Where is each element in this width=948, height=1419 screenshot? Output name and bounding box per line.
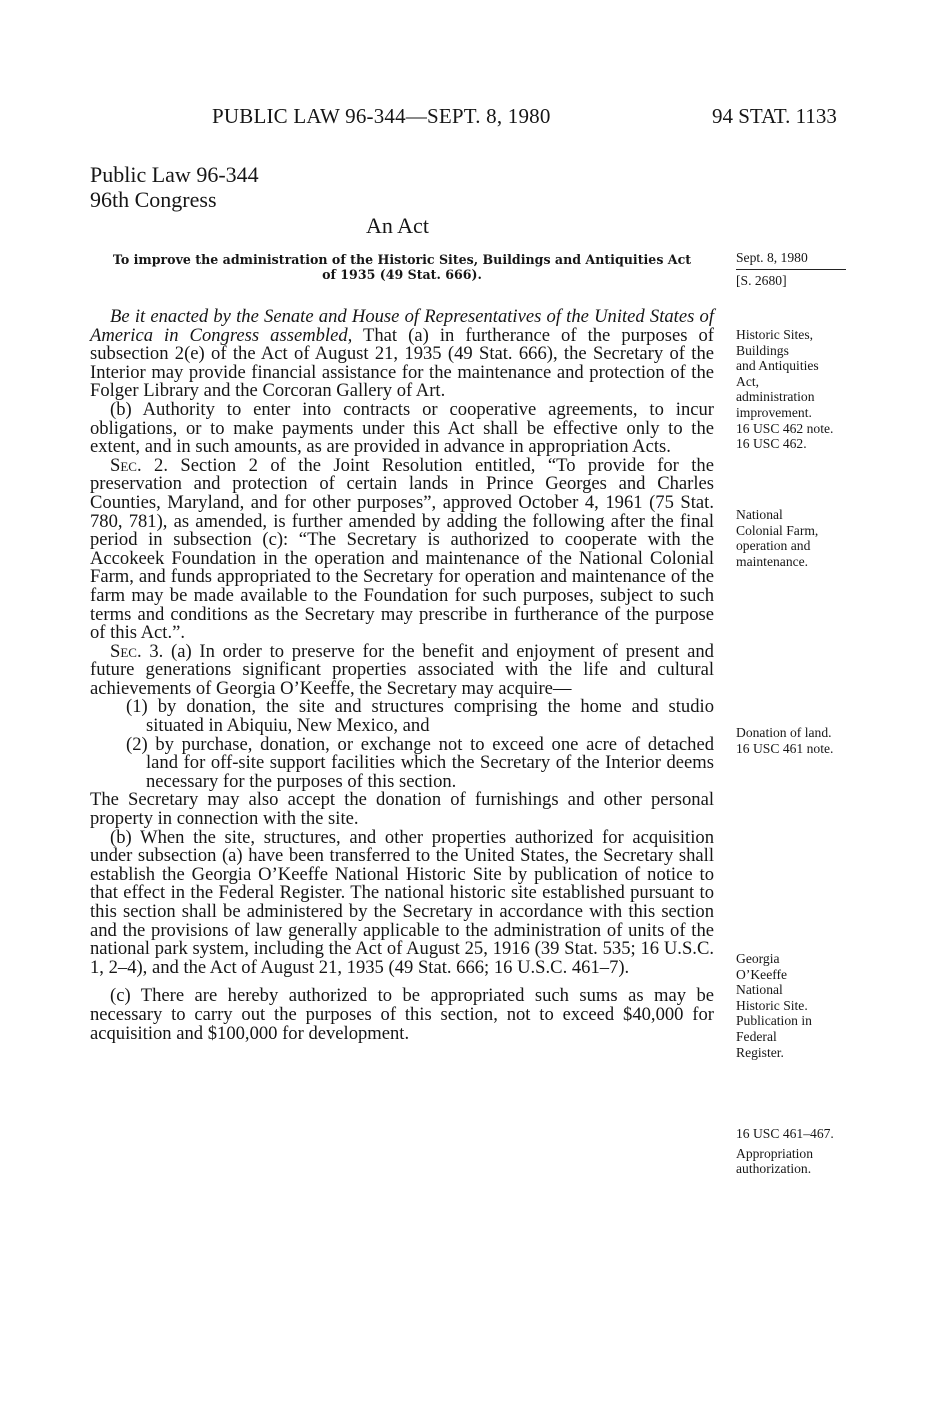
margin-note-line: Publication in	[736, 1013, 812, 1029]
section-3-a	[90, 640, 714, 699]
margin-note-line: National	[736, 507, 783, 522]
section-3-a-tail: The Secretary may also accept the donation of furnishings and other personal property in connection with the site.	[90, 789, 714, 830]
section-3-label: Sec. 3.	[110, 640, 164, 662]
margin-note-line: Buildings	[736, 342, 789, 358]
section-3-a-2	[110, 733, 714, 792]
margin-note-line: 16 USC 462.	[736, 436, 807, 452]
enacting-clause: Be it enacted by the Senate and House of Representatives of the United States of America in Congress assembled,	[90, 306, 714, 346]
margin-note-line: operation and	[736, 538, 811, 554]
margin-note-line: 16 USC 461–467.	[736, 1126, 834, 1141]
public-law-number: Public Law 96-344	[90, 162, 259, 187]
margin-note-line: Georgia	[736, 951, 780, 966]
act-purpose	[90, 252, 714, 282]
margin-note-historic-sites	[736, 327, 866, 452]
running-header-title: PUBLIC LAW 96-344—SEPT. 8, 1980	[212, 104, 551, 128]
section-1-a-text: That (a) in furtherance of the purposes of subsection 2(e) of the Act of August 21, 1935 (49 Stat. 666), the Secretary of the Interior may provide financial assistance for the maintenance and protection of the Folger Library and the Corcoran Gallery of Art.	[90, 324, 715, 402]
margin-note-colonial-farm	[736, 507, 866, 569]
section-1-a	[90, 308, 714, 401]
margin-note-line: Register.	[736, 1044, 784, 1060]
running-header-stat-page: 94 STAT. 1133	[712, 104, 837, 128]
margin-note-line: and Antiquities	[736, 358, 819, 374]
margin-note-donation	[736, 725, 866, 756]
bill-number: [S. 2680]	[736, 273, 787, 288]
margin-note-line: administration	[736, 389, 815, 405]
margin-note-line: O’Keeffe	[736, 966, 788, 982]
margin-note-line: Colonial Farm,	[736, 522, 819, 538]
act-purpose-line: To improve the administration of the Historic Sites, Buildings and Antiquities Act	[112, 252, 692, 267]
section-3-a-1-text: (1) by donation, the site and structures comprising the home and studio situated in Abiquiu, New Mexico, and	[126, 696, 714, 737]
margin-note-line: improvement.	[736, 404, 812, 420]
margin-note-line: Act,	[736, 373, 760, 389]
enactment-date: Sept. 8, 1980	[736, 250, 846, 270]
margin-note-line: National	[736, 982, 783, 998]
margin-note-line: 16 USC 461 note.	[736, 740, 834, 756]
section-2	[90, 454, 714, 644]
section-3-b: (b) When the site, structures, and other properties authorized for acquisition under subsection (a) have been transferred to the United States, the Secretary shall establish the Georgia O’Keeffe National Historic Site by publication of notice to that effect in the Federal Register. The national historic site established pursuant to this section shall be administered by the Secretary in accordance with this section and the provisions of law generally applicable to the administration of units of the national park system, including the Act of August 25, 1916 (39 Stat. 535; 16 U.S.C. 1, 2–4), and the Act of August 21, 1935 (49 Stat. 666; 16 U.S.C. 461–7).	[90, 826, 714, 978]
margin-note-line: 16 USC 462 note.	[736, 420, 834, 436]
margin-note-line: maintenance.	[736, 553, 809, 569]
margin-note-line: Appropriation	[736, 1145, 814, 1161]
margin-note-line: Donation of land.	[736, 725, 832, 740]
section-3-a-1	[110, 698, 714, 735]
section-2-text: Section 2 of the Joint Resolution entitled, “To provide for the preservation and protection of certain lands in Prince Georges and Charles Counties, Maryland, and for other purposes”, approved October 4, 1961 (75 Stat. 780, 781), as amended, is further amended by adding the following after the final period in subsection (c): “The Secretary is authorized to cooperate with the Accokeek Foundation in the operation and maintenance of the National Colonial Farm, and funds appropriated to the Secretary for operation and maintenance of the farm may be made available to the Foundation for such purposes, subject to such terms and conditions as the Secretary may prescribe in furtherance of the purpose of this Act.”.	[90, 454, 714, 644]
an-act-heading: An Act	[366, 213, 429, 238]
margin-note-line: authorization.	[736, 1161, 812, 1177]
section-1-b: (b) Authority to enter into contracts or cooperative agreements, to incur obligations, or to make payments under this Act shall be effective only to the extent, and in such amounts, as are provided in advance in appropriation Acts.	[90, 398, 714, 458]
margin-note-appropriation	[736, 1126, 866, 1177]
margin-note-line: Historic Site.	[736, 997, 808, 1013]
margin-note-line: Historic Sites,	[736, 327, 814, 342]
margin-note-line: Federal	[736, 1028, 777, 1044]
section-3-a-text: (a) In order to preserve for the benefit and enjoyment of present and future generations significant properties associated with the life and cultural achievements of Georgia O’Keeffe, the Secretary may acquire—	[90, 640, 714, 699]
margin-note-okeeffe	[736, 951, 866, 1060]
section-2-label: Sec. 2.	[110, 454, 168, 476]
congress-number: 96th Congress	[90, 187, 217, 212]
act-purpose-line: of 1935 (49 Stat. 666).	[322, 267, 482, 282]
act-body	[90, 308, 714, 1043]
section-3-a-2-text: (2) by purchase, donation, or exchange not to exceed one acre of detached land for off-site support facilities which the Secretary of the Interior deems necessary for the purposes of this section.	[126, 733, 714, 792]
section-3-c: (c) There are hereby authorized to be appropriated such sums as may be necessary to carry out the purposes of this section, not to exceed $40,000 for acquisition and $100,000 for development.	[90, 985, 714, 1044]
